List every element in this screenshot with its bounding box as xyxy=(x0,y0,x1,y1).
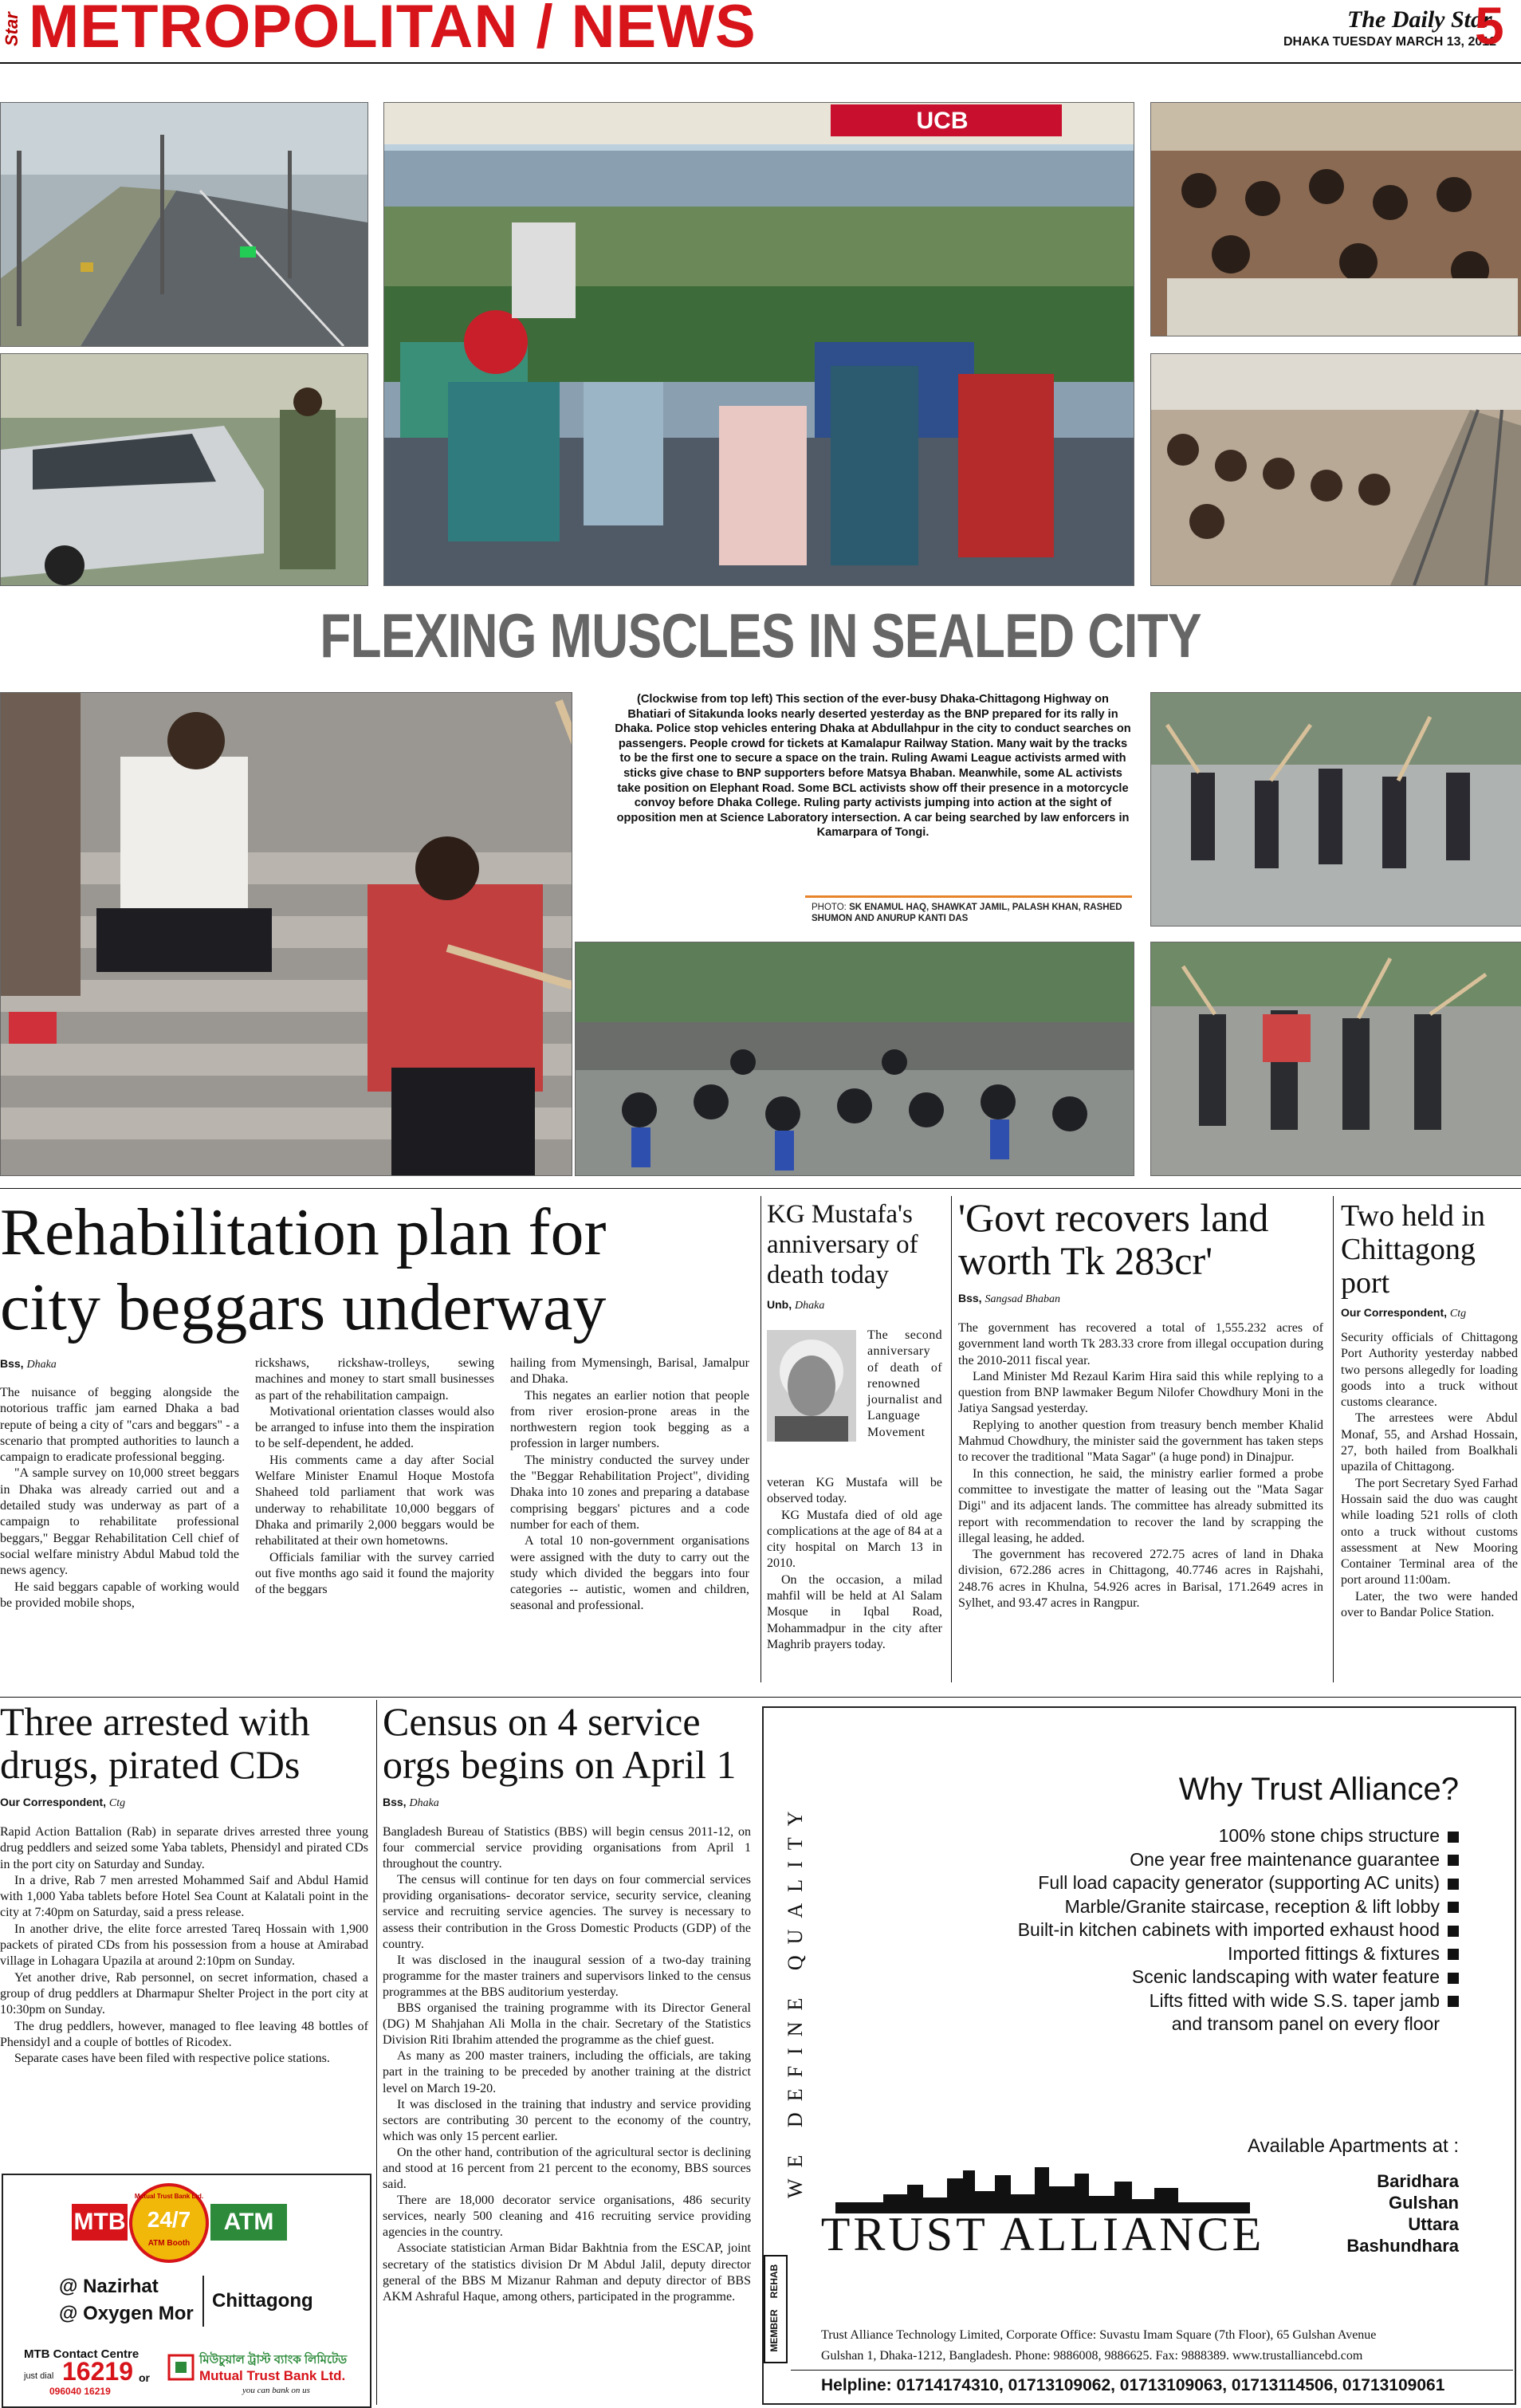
mtb-ring xyxy=(129,2183,209,2263)
port-byline-agency: Our Correspondent, xyxy=(1341,1306,1448,1319)
beggars-headline-1: Rehabilitation plan for xyxy=(0,1195,607,1269)
census-body xyxy=(383,1824,751,2305)
census-para: As many as 200 master trainers, including the officials, are taking part in the training to be preceded by another training at the district level on March 19-20. xyxy=(383,2049,751,2095)
star-logo: Star xyxy=(2,12,22,46)
drugs-para: Separate cases have been filed with respective police stations. xyxy=(14,2052,330,2066)
drugs-byline-place: Ctg xyxy=(108,1797,126,1809)
beggars-para: The ministry conducted the survey under the "Beggar Rehabilitation Project", dividing Dhaka into 10 zones and preparing a database comprising beggars' pictures and a code number for each of them. xyxy=(510,1453,749,1532)
port-para: The port Secretary Syed Farhad Hossain said the duo was caught while loading 521 rolls of cloth onto a truck without customs assessment at New Mooring Container Terminal area of the port around 11:00am. xyxy=(1341,1476,1518,1588)
trust-area: Gulshan xyxy=(1388,2193,1459,2213)
trust-brand: TRUST ALLIANCE xyxy=(820,2208,1265,2260)
mtb-alt-number[interactable]: 096040 16219 xyxy=(49,2386,111,2397)
land-para: The government has recovered 272.75 acres of land in Dhaka division, 672.286 acres in Chittagong, 40.7746 acres in Rajshahi, 248.76 acres in Khulna, 54.926 acres in Barisal, 171.2649 acres in Sylhet, and 93.47 acres in Rangpur. xyxy=(958,1548,1323,1611)
photo-railway-tracks xyxy=(1150,353,1521,586)
mtb-247: 24/7 xyxy=(147,2207,191,2232)
mtb-bank-english: Mutual Trust Bank Ltd. xyxy=(199,2368,346,2383)
col-rule xyxy=(376,1700,377,2405)
mtb-booth: ATM Booth xyxy=(147,2239,191,2248)
photo-credit-label: PHOTO: xyxy=(812,903,847,912)
mtb-bank-bengali: মিউচুয়াল ট্রাস্ট ব্যাংক লিমিটেড xyxy=(199,2353,348,2367)
beggars-para: The nuisance of begging alongside the notorious traffic jam earned Dhaka a bad repute of being a city of "cars and beggars" - a scenario that prompted authorities to launch a campaign to eradicate professional begging. xyxy=(0,1386,239,1465)
census-byline xyxy=(383,1796,439,1810)
beggars-byline xyxy=(0,1357,57,1371)
col-rule xyxy=(951,1196,952,1682)
trust-rehab: REHAB xyxy=(768,2264,780,2299)
masthead xyxy=(0,0,1521,62)
census-para: It was disclosed in the inaugural session of a two-day training programme for the master trainers and supervisors linked to the census programmes at the BBS auditorium yesterday. xyxy=(383,1953,751,1999)
drugs-para: In another drive, the elite force arrested Tareq Hossain with 1,900 packets of pirated CDs from his possession from a house at Amirabad village in Lohagara Upazila at around 2:10pm on Sunday. xyxy=(0,1922,368,1969)
mtb-label: MTB xyxy=(72,2204,128,2241)
land-byline-agency: Bss, xyxy=(958,1292,982,1304)
trust-feature: Marble/Granite staircase, reception & lift lobby xyxy=(1018,1895,1459,1919)
trust-areas xyxy=(1346,2170,1459,2257)
dateline: DHAKA TUESDAY MARCH 13, 2012 xyxy=(1283,35,1497,49)
drugs-byline xyxy=(0,1796,125,1810)
page-number: 5 xyxy=(1475,0,1504,55)
census-para: Bangladesh Bureau of Statistics (BBS) will begin census 2011-12, on four commercial service providing organisations from April 1 throughout the country. xyxy=(383,1825,751,1871)
mustafa-byline-place: Dhaka xyxy=(795,1300,825,1312)
trust-alliance-ad[interactable] xyxy=(762,1706,1516,2405)
mustafa-byline-agency: Unb, xyxy=(767,1298,792,1311)
photo-science-lab xyxy=(1150,942,1521,1176)
land-byline xyxy=(958,1292,1060,1306)
trust-helpline-rule xyxy=(791,2370,1513,2371)
trust-feature: and transom panel on every floor xyxy=(1171,2013,1440,2034)
land-para: In this connection, he said, the ministry earlier formed a probe committee to investigate the matter of leasing out the "Mata Sagar Digi" and its adjacent lands. The committee has already submitted its report with recommendation to recover the land by scrapping the illegal leasing, he added. xyxy=(958,1466,1323,1545)
photo-police-checkpoint xyxy=(383,102,1134,586)
census-byline-agency: Bss, xyxy=(383,1796,407,1808)
trust-feature: Scenic landscaping with water feature xyxy=(1018,1965,1459,1989)
beggars-col-3 xyxy=(510,1355,749,1615)
drugs-headline-2: drugs, pirated CDs xyxy=(0,1742,301,1787)
census-byline-place: Dhaka xyxy=(409,1797,439,1809)
photo-motorcycle-convoy xyxy=(575,942,1134,1176)
banner-ucb: UCB xyxy=(916,108,969,134)
photo-ticket-crowd xyxy=(1150,102,1521,336)
trust-feature: Imported fittings & fixtures xyxy=(1018,1942,1459,1966)
land-body xyxy=(958,1320,1323,1611)
drugs-para: The drug peddlers, however, managed to flee leaving 48 bottles of Phensidyl and a couple of bottles of Ricodex. xyxy=(0,2019,368,2049)
beggars-para: rickshaws, rickshaw-trolleys, sewing machines and money to start small businesses as part of the rehabilitation campaign. xyxy=(255,1356,494,1403)
census-headline-2: orgs begins on April 1 xyxy=(383,1742,737,1787)
trust-feature: 100% stone chips structure xyxy=(1018,1824,1459,1848)
beggars-para: This negates an earlier notion that people from river erosion-prone areas in the northwestern region took begging as a profession in larger numbers. xyxy=(510,1388,749,1451)
census-para: Associate statistician Arman Bidar Bakhtnia from the ESCAP, joint secretary of the statistics division Dr M Abdul Jalil, deputy director general of the BBS M Mizanur Rahman and deputy director of BBS AKM Ashraful Haque, among others, participated in the programme. xyxy=(383,2241,751,2304)
mtb-ad[interactable] xyxy=(2,2174,371,2408)
beggars-para: A total 10 non-government organisations were assigned with the duty to carry out the study which divided the beggars into four categories -- autistic, women and children, seasonal and professional. xyxy=(510,1534,749,1613)
drugs-para: Rapid Action Battalion (Rab) in separate drives arrested three young drug peddlers and seized some Yaba tablets, Phensidyl and pirated CDs in the port city on Saturday and Sunday. xyxy=(0,1825,368,1871)
mtb-city: Chittagong xyxy=(212,2290,313,2312)
beggars-byline-place: Dhaka xyxy=(26,1359,57,1371)
land-para: Replying to another question from treasury bench member Khalid Mahmud Chowdhury, the minister said the government has taken steps to recover the traditional "Mata Sagar" (a huge pond) in Dinajpur. xyxy=(958,1418,1323,1465)
beggars-col-1 xyxy=(0,1385,239,1611)
mustafa-byline xyxy=(767,1298,824,1312)
trust-area: Uttara xyxy=(1408,2214,1459,2234)
trust-feature: Full load capacity generator (supporting AC units) xyxy=(1018,1871,1459,1895)
land-para: Land Minister Md Rezaul Karim Hira said this while replying to a question from BNP lawmaker Begum Nilofer Chowdhury Moni in the Jatiya Sangsad yesterday. xyxy=(958,1369,1323,1416)
mid-rule xyxy=(0,1697,1521,1698)
port-para: The arrestees were Abdul Monaf, 55, and Arshad Hossain, 27, both hailed from Boalkhali upazila of Chittagong. xyxy=(1341,1411,1518,1474)
trust-features xyxy=(1018,1824,1459,2036)
mtb-ring-text: Mutual Trust Bank Ltd. xyxy=(134,2193,204,2200)
mtb-atm-label: ATM xyxy=(210,2204,287,2241)
trust-member: MEMBER xyxy=(768,2309,780,2352)
beggars-para: "A sample survey on 10,000 street beggars in Dhaka was already carried out and a detailed study was underway as part of a campaign to rehabilitate professional beggars," Beggar Rehabilitation Cell chief of social welfare ministry Abdul Mabud told the news agency. xyxy=(0,1466,239,1578)
mustafa-headline: KG Mustafa's anniversary of death today xyxy=(767,1200,918,1289)
trust-feature: Lifts fitted with wide S.S. taper jamb xyxy=(1018,1989,1459,2013)
port-byline-place: Ctg xyxy=(1449,1308,1467,1320)
photo-car-search xyxy=(0,353,368,586)
beggars-para: He said beggars capable of working would be provided mobile shops, xyxy=(0,1580,239,1610)
photo-bottom-rule xyxy=(0,1188,1521,1189)
drugs-byline-agency: Our Correspondent, xyxy=(0,1796,107,1808)
trust-address-1: Trust Alliance Technology Limited, Corporate Office: Suvastu Imam Square (7th Floor), 65 Gulshan Avenue xyxy=(821,2328,1377,2342)
port-headline-3: port xyxy=(1341,1266,1390,1300)
census-para: There are 18,000 decorator service organisations, 486 security services, nearly 500 cleaning and 416 recruiting service providing agencies in the country. xyxy=(383,2194,751,2240)
beggars-col-2 xyxy=(255,1355,494,1598)
beggars-byline-agency: Bss, xyxy=(0,1357,24,1370)
col-rule xyxy=(760,1196,761,1682)
mustafa-body xyxy=(767,1475,942,1653)
beggars-para: Motivational orientation classes would also be arranged to infuse into them the inspiration to be self-dependent, he added. xyxy=(255,1404,494,1451)
photo-credit-names: SK ENAMUL HAQ, SHAWKAT JAMIL, PALASH KHAN, RASHED SHUMON AND ANURUP KANTI DAS xyxy=(812,903,1122,923)
masthead-rule xyxy=(0,62,1521,64)
land-headline-2: worth Tk 283cr' xyxy=(958,1238,1213,1283)
mtb-just-dial: just dial xyxy=(24,2371,54,2381)
drugs-body xyxy=(0,1824,368,2067)
trust-skyline-icon xyxy=(835,2162,1250,2213)
port-para: Security officials of Chittagong Port Authority yesterday nabbed two persons allegedly for loading goods into a truck without customs clearance. xyxy=(1341,1331,1518,1410)
drugs-para: In a drive, Rab 7 men arrested Mohammed Saif and Abdul Hamid with 1,000 Yaba tablets before Hotel Sea Count at Kalatali point in the city at 7:40pm on Saturday, said a press release. xyxy=(0,1873,368,1920)
census-para: It was disclosed in the training that industry and service providing sectors are contributing 30 percent to the economy of the country, which was only 15 percent earlier. xyxy=(383,2097,751,2143)
section-title: METROPOLITAN / NEWS xyxy=(29,0,757,61)
trust-address-2: Gulshan 1, Dhaka-1212, Bangladesh. Phone: 9886008, 9886625. Fax: 9888389. www.trustalliancebd.com xyxy=(821,2349,1363,2363)
census-para: BBS organised the training programme with its Director General (DG) M Shahjahan Ali Molla in the chair. Secretary of the Statistics Division Riti Ibrahim attended the programme as the chief guest. xyxy=(383,2001,751,2048)
trust-available-label: Available Apartments at : xyxy=(1247,2135,1459,2157)
drugs-para: Yet another drive, Rab personnel, on secret information, chased a group of drug peddlers at Dharmapur Shelter Project in the port city at 10:30pm on Sunday. xyxy=(0,1970,368,2017)
port-para: Later, the two were handed over to Bandar Police Station. xyxy=(1341,1589,1518,1620)
photo-deserted-highway xyxy=(0,102,368,347)
caption-rule xyxy=(805,895,1132,898)
trust-title: Why Trust Alliance? xyxy=(1178,1772,1459,1807)
port-byline xyxy=(1341,1306,1466,1320)
census-headline-1: Census on 4 service xyxy=(383,1699,701,1744)
port-headline-2: Chittagong xyxy=(1341,1233,1476,1266)
trust-vertical-tagline: WE DEFINE QUALITY xyxy=(784,1800,807,2198)
census-para: On the other hand, contribution of the agricultural sector is declining and stood at 16 percent from 21 percent to the economy, BBS sources said. xyxy=(383,2145,751,2192)
mtb-contact-label: MTB Contact Centre xyxy=(24,2347,140,2361)
beggars-para: hailing from Mymensingh, Barisal, Jamalpur and Dhaka. xyxy=(510,1356,749,1387)
land-byline-place: Sangsad Bhaban xyxy=(985,1293,1060,1305)
beggars-para: Officials familiar with the survey carried out five months ago said it found the majority of the beggars xyxy=(255,1550,494,1597)
mtb-hotline[interactable]: 16219 xyxy=(62,2357,133,2386)
land-headline-1: 'Govt recovers land xyxy=(958,1195,1269,1240)
photo-credit xyxy=(812,902,1130,924)
beggars-para: His comments came a day after Social Welfare Minister Enamul Hoque Mostofa Shaheed told parliament that work was underway to rehabilitate 10,000 beggars of Dhaka and primarily 2,000 beggars would be rehabilitated at their own hometowns. xyxy=(255,1453,494,1548)
photo-feature-headline: FLEXING MUSCLES IN SEALED CITY xyxy=(320,600,1201,671)
mtb-tagline: you can bank on us xyxy=(242,2386,310,2395)
mustafa-portrait xyxy=(767,1330,856,1442)
mtb-location-2: @ Oxygen Mor xyxy=(59,2303,194,2324)
mustafa-para: veteran KG Mustafa will be observed today. xyxy=(767,1476,942,1506)
mustafa-para: On the occasion, a milad mahfil will be held at Al Salam Mosque in Iqbal Road, Mohammadpur in the city after Maghrib prayers today. xyxy=(767,1572,942,1651)
port-body xyxy=(1341,1330,1518,1621)
drugs-headline-1: Three arrested with xyxy=(0,1699,310,1744)
trust-feature: One year free maintenance guarantee xyxy=(1018,1848,1459,1872)
mtb-location-1: @ Nazirhat xyxy=(59,2276,159,2297)
trust-area: Baridhara xyxy=(1377,2171,1459,2191)
trust-member-rehab xyxy=(764,2255,788,2363)
trust-area: Bashundhara xyxy=(1346,2236,1459,2256)
col-rule xyxy=(1333,1196,1334,1682)
land-para: The government has recovered a total of 1,555.232 acres of government land worth Tk 283.33 crore from illegal occupation during the 2010-2011 fiscal year. xyxy=(958,1321,1323,1367)
census-para: The census will continue for ten days on four commercial services providing organisations- decorator service, security service, cleaning service and recruiting service agencies. The survey is necessary to assess their contribution in the Gross Domestic Products (GDP) of the country. xyxy=(383,1873,751,1951)
trust-feature: Built-in kitchen cabinets with imported exhaust hood xyxy=(1018,1918,1459,1942)
photo-caption: (Clockwise from top left) This section of the ever-busy Dhaka-Chittagong Highway on Bhatiari of Sitakunda looks nearly deserted yesterday as the BNP prepared for its rally in Dhaka. Police stop vehicles entering Dhaka at Abdullahpur in the city to conduct searches on passengers. People crowd for tickets at Kamalapur Railway Station. Many wait by the tracks to be the first one to secure a space on the train. Ruling Awami League activists armed with sticks give chase to BNP supporters before Matsya Bhaban. Meanwhile, some AL activists take position on Elephant Road. Some BCL activists show off their presence in a motorcycle convoy before Dhaka College. Ruling party activists jumping into action at the sight of opposition men at Science Laboratory intersection. A car being searched by law enforcers in Kamarpara of Tongi. xyxy=(615,693,1131,840)
photo-chase-sticks xyxy=(0,692,572,1176)
beggars-headline-2: city beggars underway xyxy=(0,1270,607,1344)
mustafa-para: KG Mustafa died of old age complications at the age of 84 at a city hospital on March 13 in 2010. xyxy=(767,1508,942,1571)
port-headline-1: Two held in xyxy=(1341,1199,1485,1233)
mtb-logo-icon xyxy=(167,2354,195,2381)
paper-name: The Daily Star xyxy=(1347,6,1492,33)
mtb-bracket xyxy=(202,2276,204,2327)
mtb-or: or xyxy=(139,2371,150,2384)
trust-helpline[interactable]: Helpline: 01714174310, 01713109062, 01713109063, 01713114506, 01713109061 xyxy=(821,2376,1445,2394)
mustafa-wrap-text: The second anniversary of death of renowned journalist and Language Movement xyxy=(867,1328,942,1439)
photo-activists-road xyxy=(1150,692,1521,927)
